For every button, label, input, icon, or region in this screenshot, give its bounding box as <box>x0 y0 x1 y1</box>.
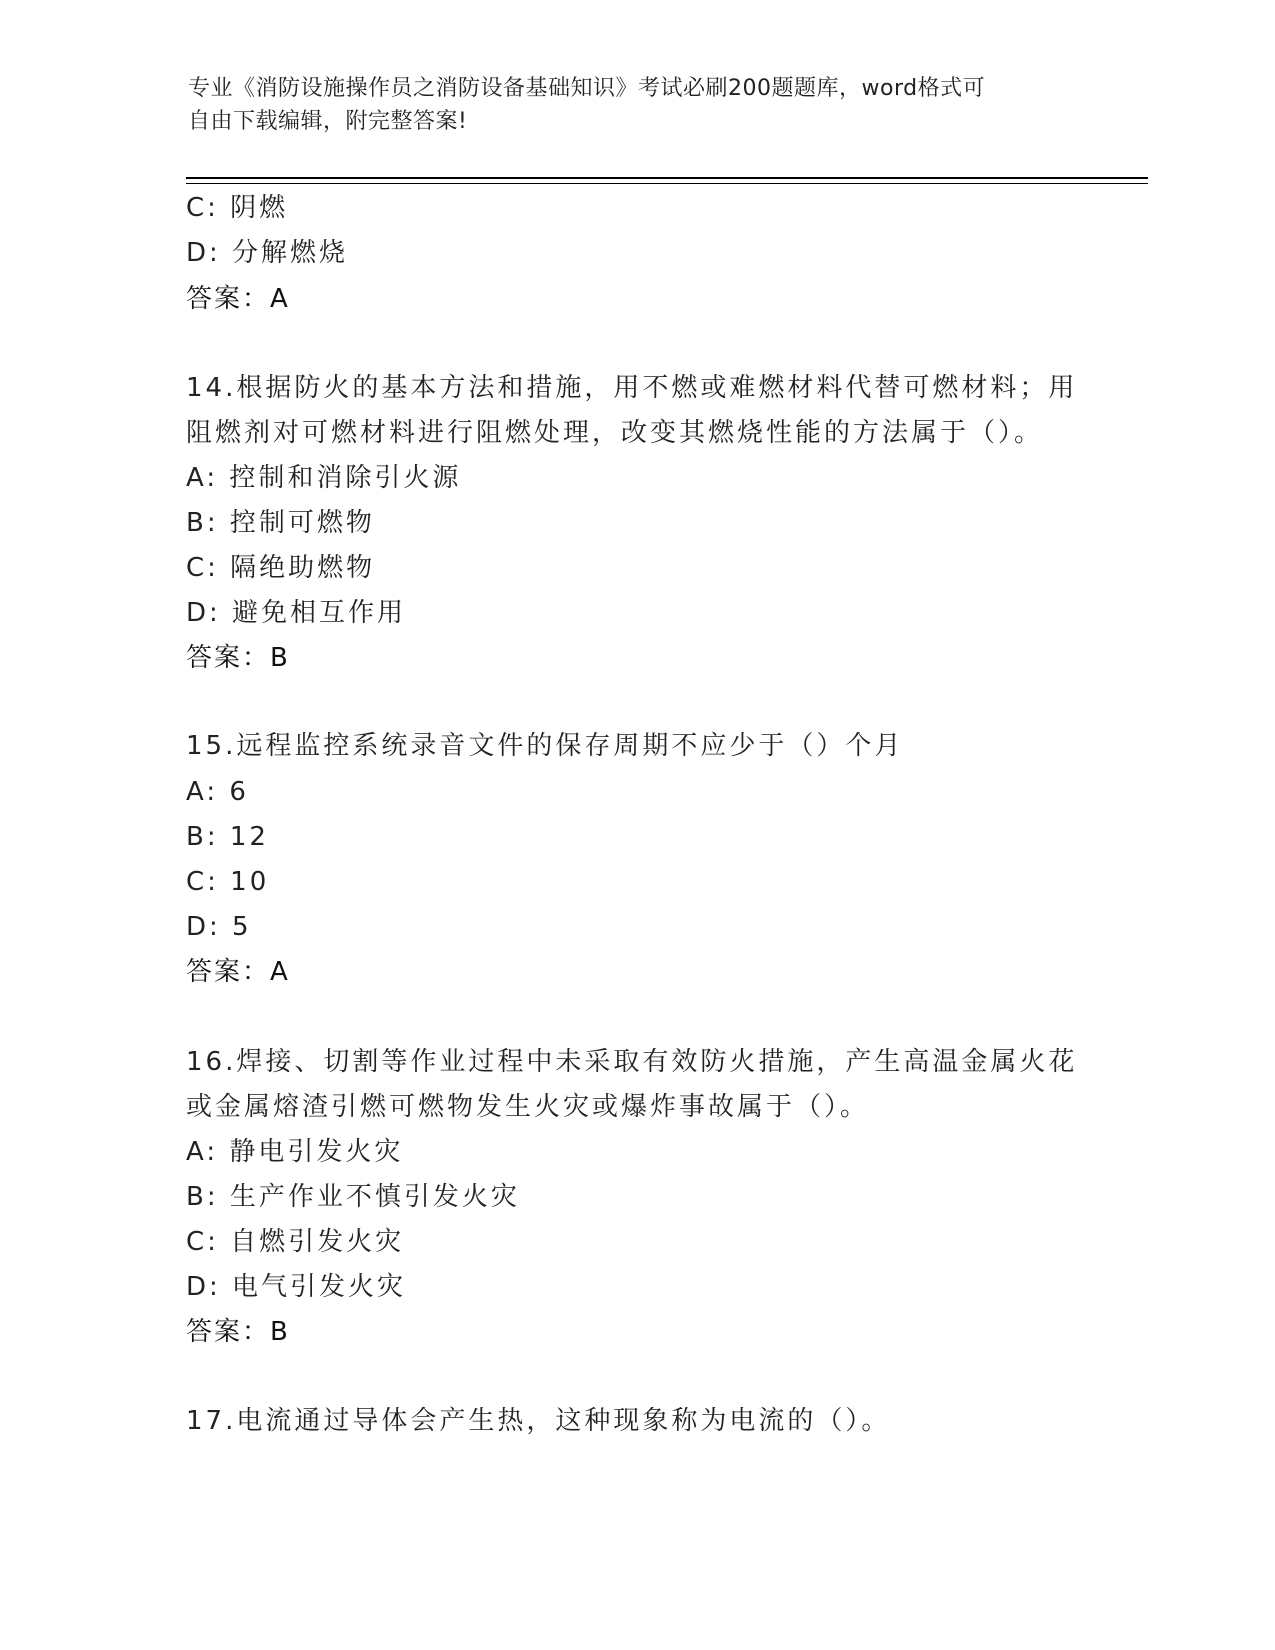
q15-option-c: C: 10 <box>186 867 270 897</box>
q14-option-a: A: 控制和消除引火源 <box>186 463 462 493</box>
header-divider-thin <box>186 183 1148 184</box>
q13-answer: 答案：A <box>186 284 290 314</box>
q16-option-a: A: 静电引发火灾 <box>186 1137 404 1167</box>
header-divider-thick <box>186 177 1148 179</box>
q15-answer: 答案：A <box>186 957 290 987</box>
q14-stem-line-1: 14.根据防火的基本方法和措施，用不燃或难燃材料代替可燃材料；用 <box>186 373 1078 403</box>
q16-option-c: C: 自燃引发火灾 <box>186 1227 405 1257</box>
q15-option-b: B: 12 <box>186 822 269 852</box>
q14-stem-line-2: 阻燃剂对可燃材料进行阻燃处理，改变其燃烧性能的方法属于（）。 <box>186 418 1044 448</box>
q16-stem-line-2: 或金属熔渣引燃可燃物发生火灾或爆炸事故属于（）。 <box>186 1092 870 1122</box>
q14-answer: 答案：B <box>186 643 290 673</box>
q15-stem-line-1: 15.远程监控系统录音文件的保存周期不应少于（）个月 <box>186 731 904 761</box>
q16-option-b: B: 生产作业不慎引发火灾 <box>186 1182 520 1212</box>
q14-option-d: D: 避免相互作用 <box>186 598 407 628</box>
header-line-1: 专业《消防设施操作员之消防设备基础知识》考试必刷200题题库，word格式可 <box>188 76 986 101</box>
q15-option-a: A: 6 <box>186 777 249 807</box>
q16-answer: 答案：B <box>186 1317 290 1347</box>
q14-option-b: B: 控制可燃物 <box>186 508 375 538</box>
q14-option-c: C: 隔绝助燃物 <box>186 553 376 583</box>
q17-stem-line-1: 17.电流通过导体会产生热，这种现象称为电流的（）。 <box>186 1406 891 1436</box>
q13-option-d: D: 分解燃烧 <box>186 238 349 268</box>
q16-option-d: D: 电气引发火灾 <box>186 1272 407 1302</box>
document-header <box>188 72 1068 138</box>
header-line-2: 自由下载编辑，附完整答案! <box>188 109 468 134</box>
q15-option-d: D: 5 <box>186 912 252 942</box>
q16-stem-line-1: 16.焊接、切割等作业过程中未采取有效防火措施，产生高温金属火花 <box>186 1047 1078 1077</box>
q13-option-c: C: 阴燃 <box>186 193 289 223</box>
